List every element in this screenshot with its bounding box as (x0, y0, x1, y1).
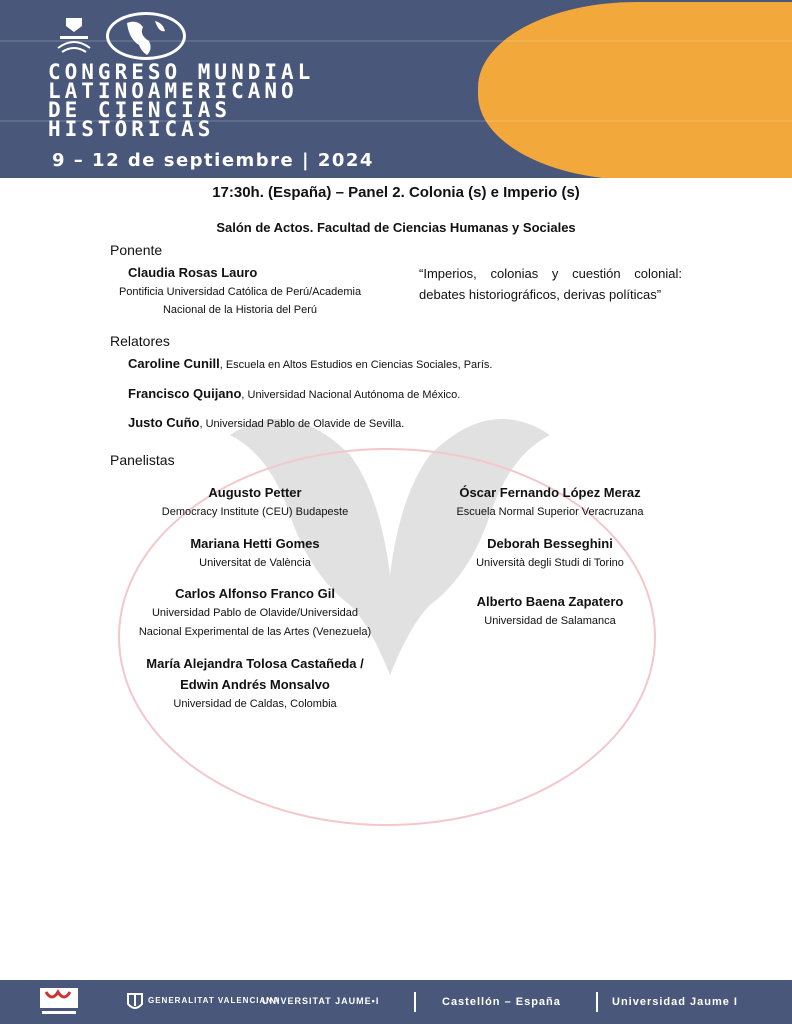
panelistas-label: Panelistas (110, 452, 175, 468)
panelist-affiliation: Escuela Normal Superior Veracruzana (456, 506, 644, 518)
ponente-name: Claudia Rosas Lauro (128, 265, 258, 280)
relator-entry (128, 386, 460, 401)
relator-entry (128, 415, 404, 430)
panelist-name: Alberto Baena Zapatero (476, 594, 624, 609)
relator-affiliation: , Escuela en Altos Estudios en Ciencias Sociales, París. (219, 359, 493, 371)
panelist-affiliation: Universitat de València (199, 557, 311, 569)
ponente-label: Ponente (110, 242, 163, 258)
congress-logo-icon (54, 14, 94, 54)
session-venue: Salón de Actos. Facultad de Ciencias Humanas y Sociales (216, 220, 576, 235)
panelist-name: Óscar Fernando López Meraz (459, 485, 641, 500)
relatores-label: Relatores (110, 333, 170, 349)
title-line: LATINOAMERICANO (48, 79, 298, 103)
panelist-affiliation: Universidad de Salamanca (484, 615, 616, 627)
panelist-affiliation: Universidad Pablo de Olavide/Universidad (151, 607, 359, 619)
congress-banner (0, 0, 792, 178)
congress-dates: 9 – 12 de septiembre | 2024 (52, 150, 374, 171)
generalitat-shield-icon (126, 992, 144, 1012)
panelist-affiliation: Nacional Experimental de las Artes (Venezuela) (138, 626, 372, 638)
generalitat-logo-text: GENERALITAT VALENCIANA (148, 996, 280, 1005)
panelist-name: Mariana Hetti Gomes (190, 536, 320, 551)
globe-icon (106, 12, 186, 60)
university-seal-logo-icon (38, 986, 80, 1018)
panelist-name: Augusto Petter (208, 485, 302, 500)
ponente-affiliation: Pontificia Universidad Católica de Perú/Academia (118, 286, 362, 298)
panelist-name: Edwin Andrés Monsalvo (180, 677, 330, 692)
footer-university: Universidad Jaume I (612, 996, 738, 1008)
footer-separator (414, 992, 416, 1012)
uji-logo-text: UNIVERSITAT JAUME•I (262, 996, 380, 1006)
panelist-name: Deborah Besseghini (487, 536, 613, 551)
session-heading: 17:30h. (España) – Panel 2. Colonia (s) e Imperio (s) (212, 184, 580, 201)
footer-location: Castellón – España (442, 996, 561, 1008)
panelist-name: Carlos Alfonso Franco Gil (175, 586, 335, 601)
footer-separator (596, 992, 598, 1012)
title-line: DE CIENCIAS (48, 98, 232, 122)
ponente-affiliation: Nacional de la Historia del Perú (162, 304, 318, 316)
title-line: HISTÓRICAS (48, 117, 215, 141)
footer-bar (0, 980, 792, 1024)
relator-name: Francisco Quijano (128, 386, 242, 401)
congress-title (48, 60, 315, 141)
panelist-affiliation: Università degli Studi di Torino (476, 557, 624, 569)
title-line: CONGRESO MUNDIAL (48, 60, 315, 84)
relator-affiliation: , Universidad Nacional Autónoma de México. (241, 389, 461, 401)
panelist-name: María Alejandra Tolosa Castañeda / (146, 656, 364, 671)
relator-name: Justo Cuño (128, 415, 200, 430)
relator-affiliation: , Universidad Pablo de Olavide de Sevilla. (199, 418, 405, 430)
map-orange-shape (478, 2, 792, 178)
ponente-talk-title: “Imperios, colonias y cuestión colonial: debates historiográficos, derivas políticas” (419, 266, 682, 302)
panelist-affiliation: Democracy Institute (CEU) Budapeste (161, 506, 349, 518)
relator-name: Caroline Cunill (128, 356, 220, 371)
panelist-affiliation: Universidad de Caldas, Colombia (173, 698, 337, 710)
relator-entry (128, 356, 492, 371)
